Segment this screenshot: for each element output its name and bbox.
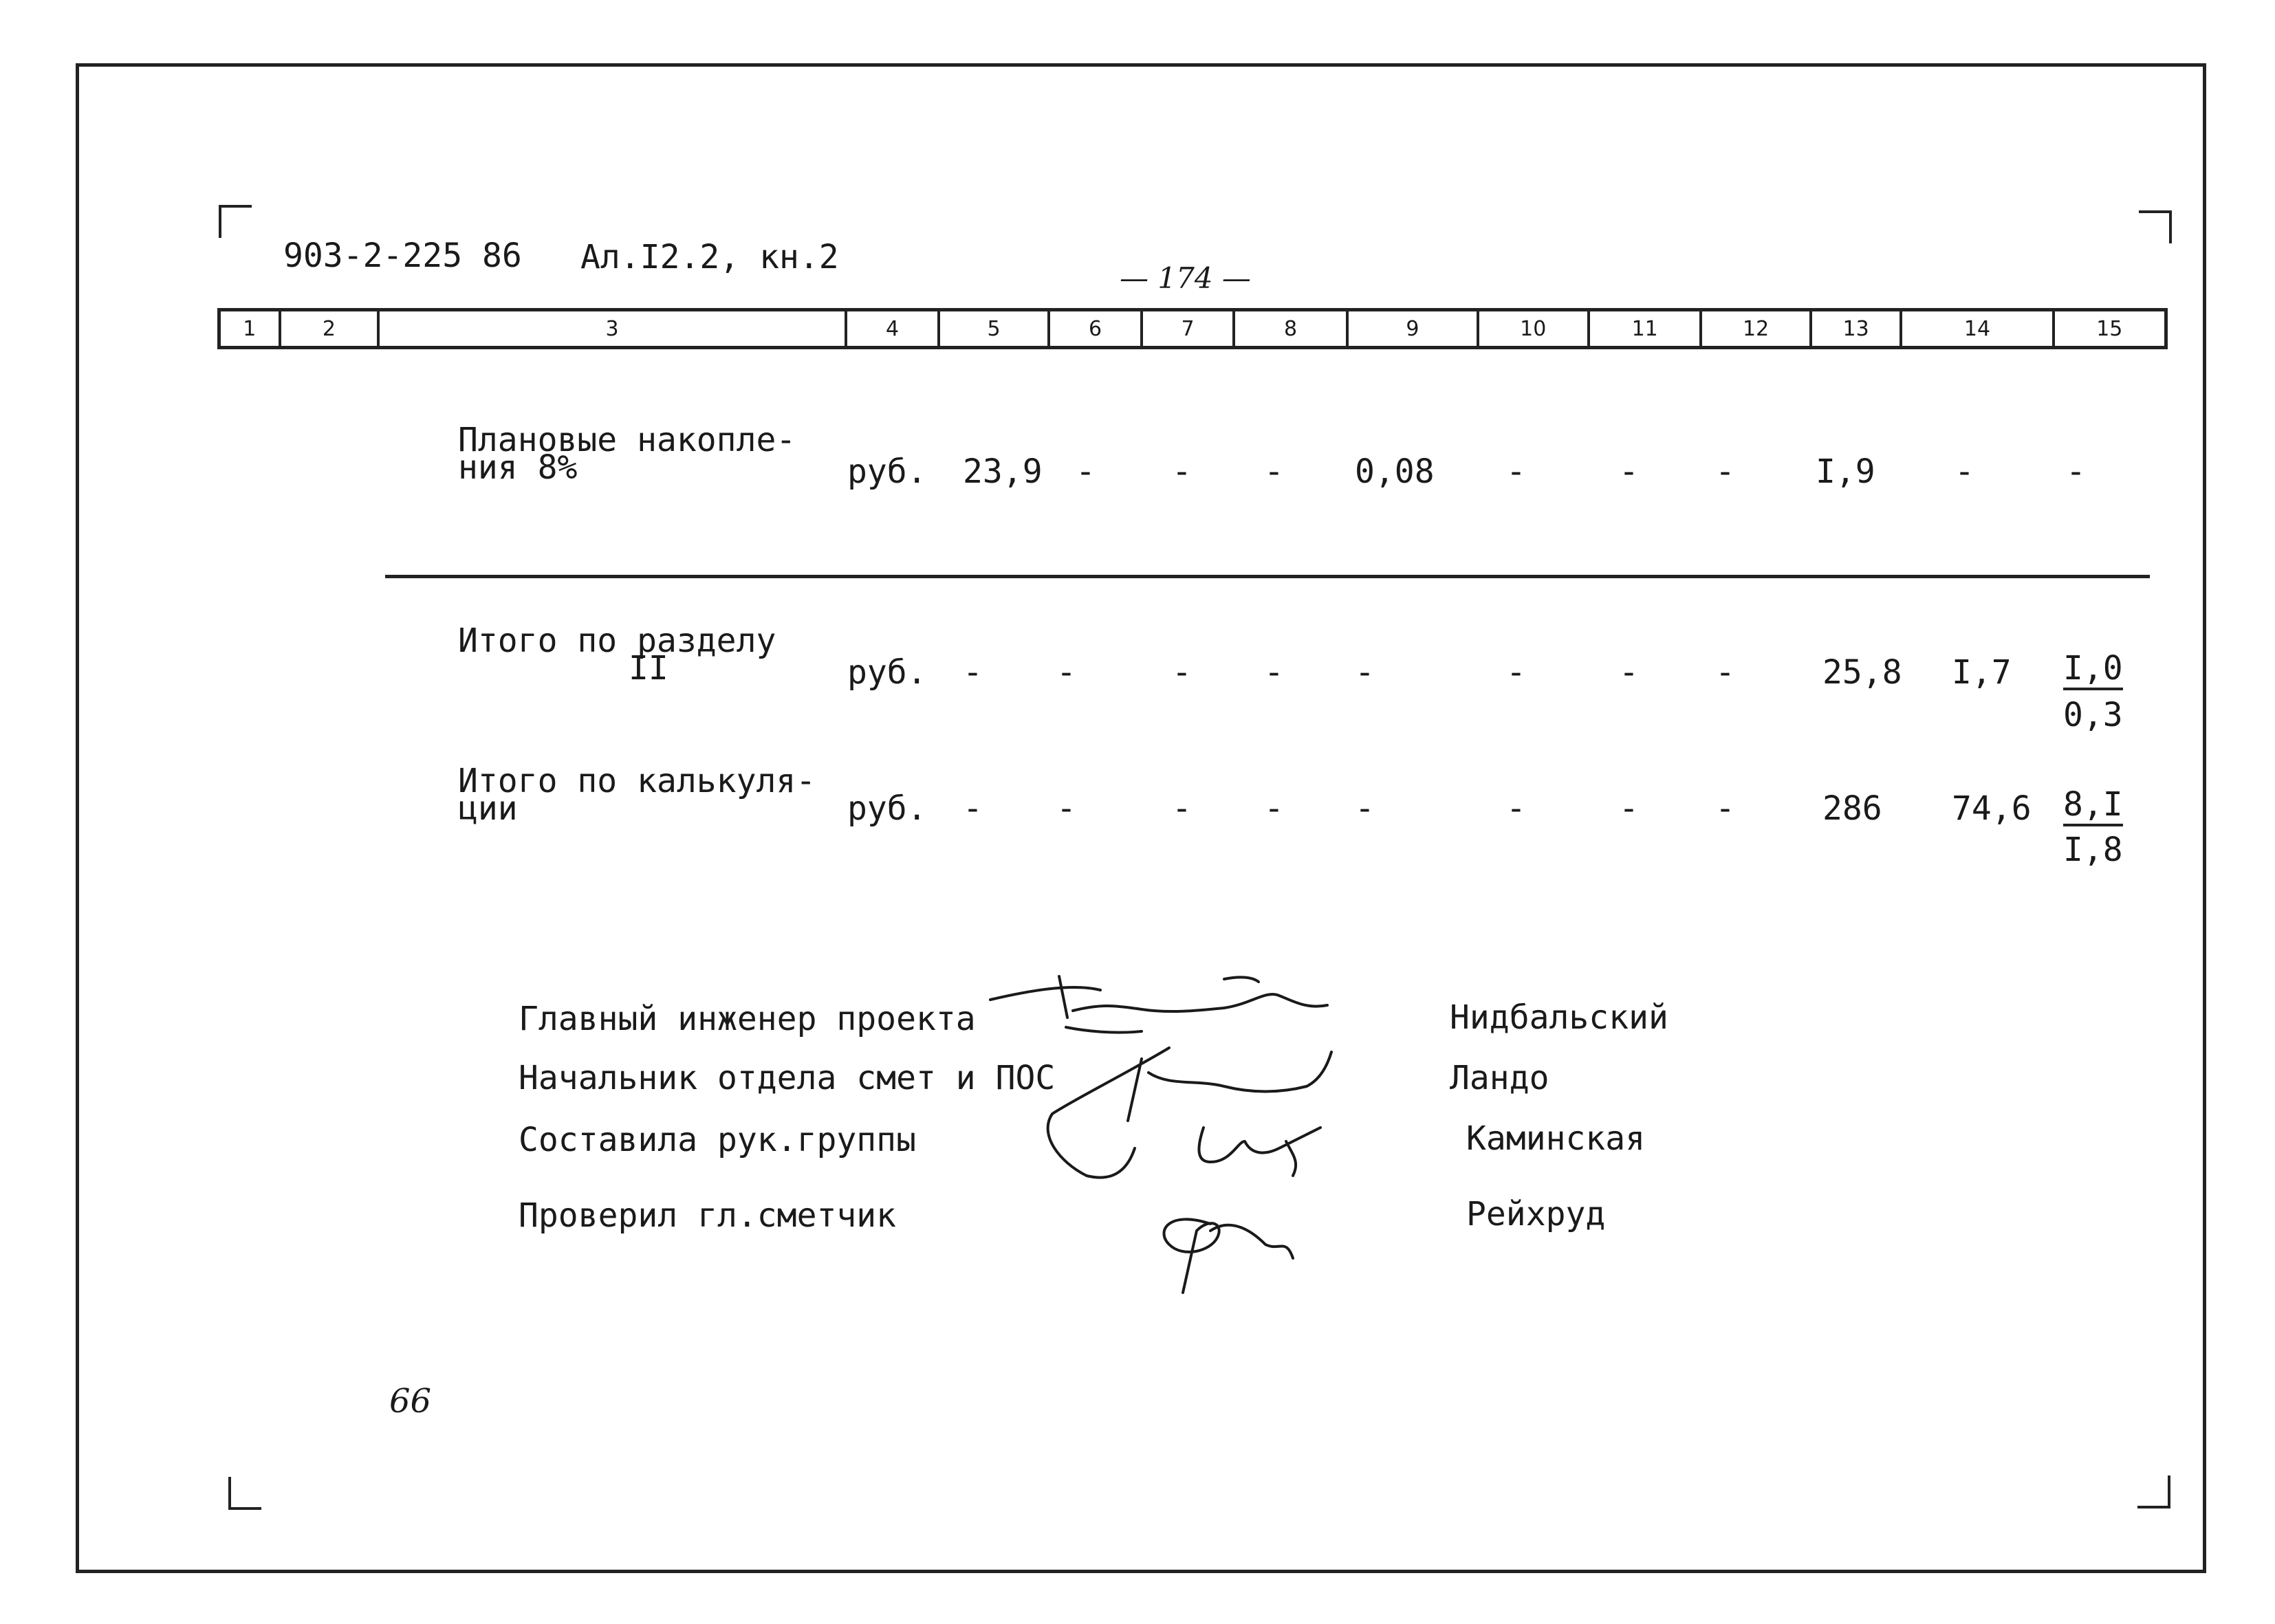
page-number: — 174 — [1120,261,1251,295]
row1-col11: - [1619,452,1639,491]
row2-col6: - [1056,653,1076,692]
row3-col9: - [1355,789,1375,828]
row2-col10: - [1506,653,1526,692]
row1-col12: - [1715,452,1735,491]
column-header-3: 3 [380,311,847,346]
row2-col5: - [963,653,983,692]
row3-name-line1: Итого по калькуля- [458,762,816,800]
row3-col15-top: 8,I [2063,788,2123,826]
signature-name-compiled: Каминская [1466,1119,1646,1158]
row2-col14: I,7 [1952,653,2012,692]
row2-col15-top: I,0 [2063,652,2123,690]
row2-name-line1: Итого по разделу [458,622,776,660]
column-header-11: 11 [1590,311,1702,346]
document-code: 903-2-225 86 [283,237,522,275]
column-header-13: 13 [1812,311,1903,346]
signature-role-compiled: Составила рук.группы [519,1121,916,1159]
row2-col7: - [1172,653,1192,692]
row3-col10: - [1506,789,1526,828]
signature-scribble-4 [1164,1219,1294,1293]
signature-name-estimates-head: Ландо [1450,1059,1549,1097]
column-header-2: 2 [281,311,380,346]
row1-col14: - [1955,452,1974,491]
row1-col15: - [2066,452,2086,491]
row2-col12: - [1715,653,1735,692]
row1-col5: 23,9 [963,452,1043,491]
row1-name-line2: ния 8% [458,448,578,487]
column-header-1: 1 [221,311,281,346]
column-header-5: 5 [940,311,1049,346]
row2-unit: руб. [847,653,927,692]
column-header-6: 6 [1050,311,1144,346]
row3-name-line2: ции [458,789,518,828]
row3-col12: - [1715,789,1735,828]
signature-role-checked: Проверил гл.сметчик [519,1196,897,1235]
column-header-15: 15 [2096,316,2123,341]
footer-page-number: 66 [389,1382,432,1420]
column-header-9: 9 [1349,311,1479,346]
signature-name-checked: Рейхруд [1466,1195,1606,1233]
album-reference: Ал.I2.2, кн.2 [580,238,839,276]
row2-col9: - [1355,653,1375,692]
row3-col11: - [1619,789,1639,828]
row3-col14: 74,6 [1952,789,2032,828]
row3-col8: - [1264,789,1284,828]
row1-name-line1: Плановые накопле- [458,421,796,459]
column-header-4: 4 [847,311,941,346]
row2-col8: - [1264,653,1284,692]
row3-col5: - [963,789,983,828]
row2-col15-bottom: 0,3 [2063,696,2123,734]
row3-col13: 286 [1822,789,1882,828]
column-header-8: 8 [1235,311,1349,346]
signature-scribble-2 [1048,1048,1331,1178]
row1-col7: - [1172,452,1192,491]
row3-col6: - [1056,789,1076,828]
row2-name-line2: II [629,649,668,688]
row1-col13: I,9 [1816,452,1875,491]
row1-col8: - [1264,452,1284,491]
row1-col6: - [1076,452,1096,491]
column-header-10: 10 [1479,311,1590,346]
signature-name-chief-engineer: Нидбальский [1450,998,1668,1037]
row2-col11: - [1619,653,1639,692]
signature-role-estimates-head: Начальник отдела смет и ПОС [519,1059,1056,1097]
row3-col15-bottom: I,8 [2063,831,2123,869]
row1-col10: - [1506,452,1526,491]
row3-unit: руб. [847,789,927,828]
signature-role-chief-engineer: Главный инженер проекта [519,1000,976,1038]
column-header-12: 12 [1702,311,1811,346]
row1-unit: руб. [847,452,927,491]
signature-scribble-3 [1199,1128,1320,1176]
signature-scribble-1 [990,976,1327,1033]
row1-col9: 0,08 [1355,452,1435,491]
column-header-14: 14 [1902,311,2054,346]
row3-col7: - [1172,789,1192,828]
row2-col13: 25,8 [1822,653,1902,692]
column-header-7: 7 [1143,311,1235,346]
